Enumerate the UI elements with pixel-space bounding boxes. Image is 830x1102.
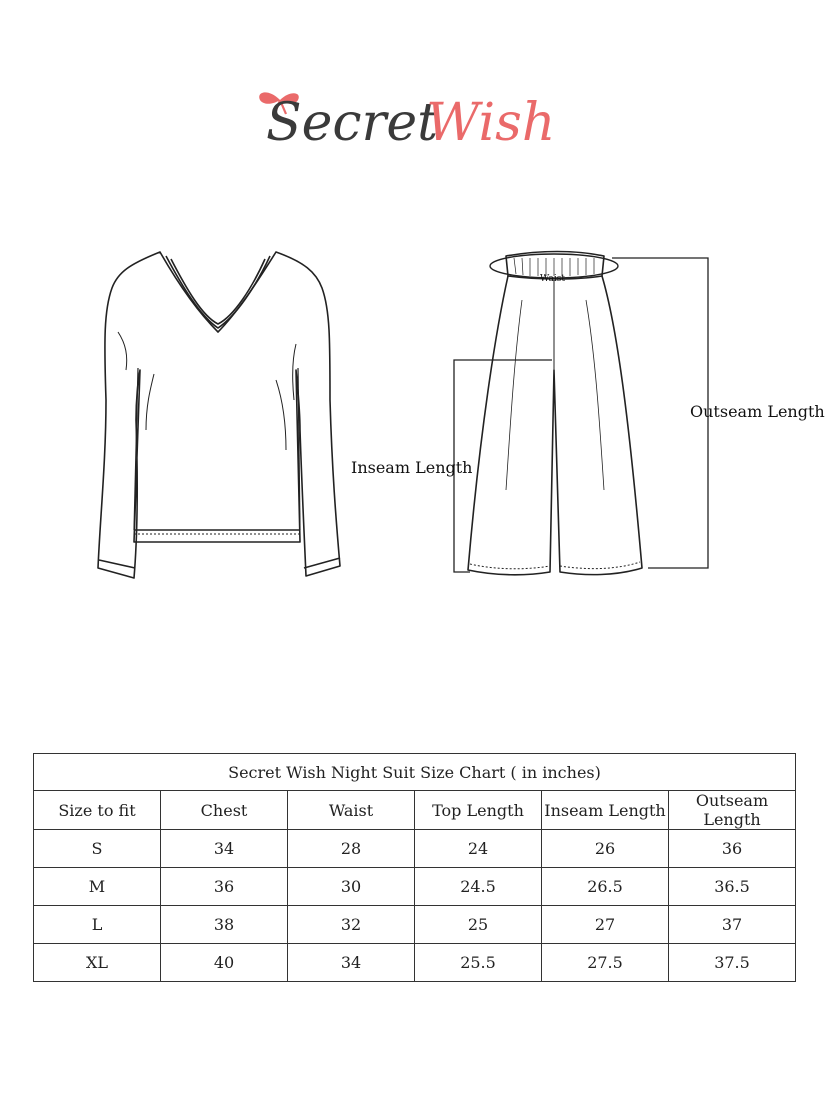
table-caption-row bbox=[34, 754, 796, 791]
table-row bbox=[34, 906, 796, 944]
inseam-length-label: Inseam Length bbox=[351, 458, 473, 477]
table-row bbox=[34, 944, 796, 982]
pants-sketch bbox=[468, 252, 642, 575]
header-size: Size to fit bbox=[34, 791, 161, 830]
cell-waist: 28 bbox=[288, 830, 415, 868]
cell-inseam-length: 27 bbox=[542, 906, 669, 944]
table-header-row bbox=[34, 791, 796, 830]
cell-chest: 38 bbox=[161, 906, 288, 944]
cell-chest: 36 bbox=[161, 868, 288, 906]
outseam-length-label: Outseam Length bbox=[690, 402, 825, 421]
cell-inseam-length: 26.5 bbox=[542, 868, 669, 906]
cell-chest: 34 bbox=[161, 830, 288, 868]
cell-top-length: 25 bbox=[415, 906, 542, 944]
header-top-length: Top Length bbox=[415, 791, 542, 830]
cell-outseam-length: 36.5 bbox=[669, 868, 796, 906]
table-caption: Secret Wish Night Suit Size Chart ( in inches) bbox=[34, 754, 796, 791]
garment-diagram bbox=[0, 230, 830, 610]
cell-outseam-length: 36 bbox=[669, 830, 796, 868]
cell-waist: 30 bbox=[288, 868, 415, 906]
cell-size: L bbox=[34, 906, 161, 944]
cell-waist: 34 bbox=[288, 944, 415, 982]
table-row bbox=[34, 830, 796, 868]
cell-top-length: 25.5 bbox=[415, 944, 542, 982]
cell-size: S bbox=[34, 830, 161, 868]
cell-size: XL bbox=[34, 944, 161, 982]
waist-label: Waist bbox=[540, 274, 565, 284]
cell-outseam-length: 37.5 bbox=[669, 944, 796, 982]
header-waist: Waist bbox=[288, 791, 415, 830]
cell-top-length: 24.5 bbox=[415, 868, 542, 906]
header-chest: Chest bbox=[161, 791, 288, 830]
cell-chest: 40 bbox=[161, 944, 288, 982]
header-inseam-length: Inseam Length bbox=[542, 791, 669, 830]
top-sketch bbox=[98, 252, 340, 578]
cell-top-length: 24 bbox=[415, 830, 542, 868]
header-outseam-length: Outseam Length bbox=[669, 791, 796, 830]
size-chart-table bbox=[33, 753, 796, 982]
logo-text-secret: Secret bbox=[266, 93, 439, 153]
cell-inseam-length: 27.5 bbox=[542, 944, 669, 982]
brand-logo bbox=[0, 70, 830, 160]
cell-size: M bbox=[34, 868, 161, 906]
logo-text-wish: Wish bbox=[426, 93, 556, 153]
table-row bbox=[34, 868, 796, 906]
cell-outseam-length: 37 bbox=[669, 906, 796, 944]
cell-inseam-length: 26 bbox=[542, 830, 669, 868]
cell-waist: 32 bbox=[288, 906, 415, 944]
